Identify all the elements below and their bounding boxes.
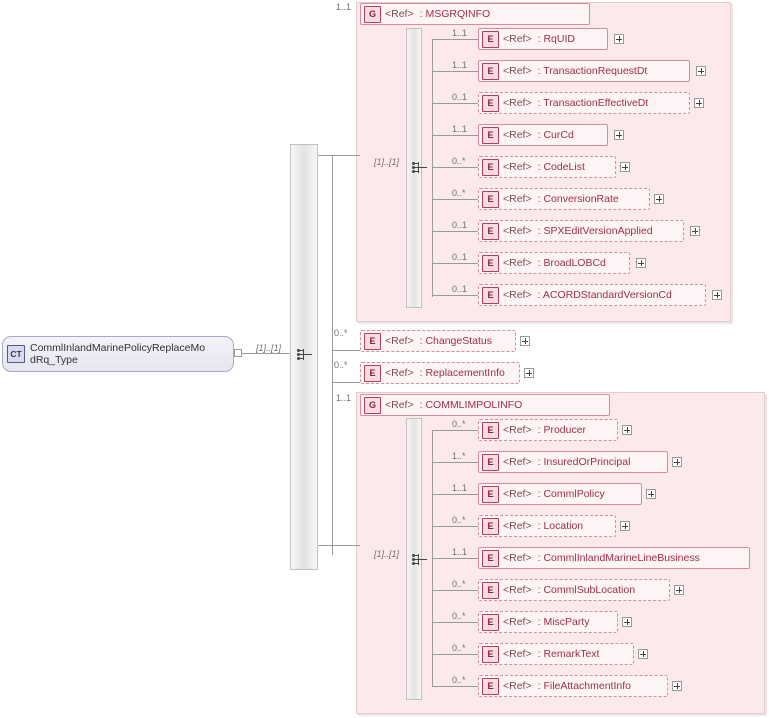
element-node-codelist bbox=[478, 156, 616, 178]
connector bbox=[432, 622, 478, 623]
occurrence-replacementinfo: 0..* bbox=[334, 360, 348, 370]
element-ref-label: <Ref> bbox=[503, 97, 532, 109]
connector bbox=[432, 135, 478, 136]
element-type-icon: E bbox=[482, 486, 499, 503]
element-node-transactioneffectivedt bbox=[478, 92, 690, 114]
element-type-icon: E bbox=[482, 191, 499, 208]
element-node-replacementinfo bbox=[360, 362, 520, 384]
connector-branch-replacementinfo bbox=[332, 382, 360, 383]
element-type-icon: E bbox=[482, 582, 499, 599]
connector bbox=[432, 430, 478, 431]
occurrence-fileattachmentinfo: 0..* bbox=[452, 675, 466, 685]
element-name-label: : ReplacementInfo bbox=[419, 367, 505, 379]
expand-icon-conversionrate[interactable] bbox=[654, 194, 664, 204]
occurrence-insuredorprincipal: 1..* bbox=[452, 451, 466, 461]
group-ref-label: <Ref> bbox=[385, 8, 414, 20]
group-type-icon: G bbox=[364, 6, 381, 23]
element-type-icon: E bbox=[482, 678, 499, 695]
occurrence-conversionrate: 0..* bbox=[452, 188, 466, 198]
element-type-icon: E bbox=[364, 333, 381, 350]
element-type-icon: E bbox=[482, 127, 499, 144]
element-ref-label: <Ref> bbox=[385, 335, 414, 347]
occurrence-codelist: 0..* bbox=[452, 156, 466, 166]
connector-branch-changestatus bbox=[332, 350, 360, 351]
element-ref-label: <Ref> bbox=[503, 456, 532, 468]
expand-icon-commlpolicy[interactable] bbox=[646, 489, 656, 499]
element-name-label: : CommlSubLocation bbox=[537, 584, 636, 596]
occurrence-location: 0..* bbox=[452, 515, 466, 525]
element-type-icon: E bbox=[482, 63, 499, 80]
occurrence-commlsublocation: 0..* bbox=[452, 579, 466, 589]
root-label: CommlInlandMarinePolicyReplaceModRq_Type bbox=[30, 342, 206, 366]
element-ref-label: <Ref> bbox=[503, 161, 532, 173]
element-ref-label: <Ref> bbox=[503, 129, 532, 141]
element-name-label: : CodeList bbox=[537, 161, 585, 173]
occurrence-miscparty: 0..* bbox=[452, 611, 466, 621]
connector bbox=[432, 71, 478, 72]
element-name-label: : CurCd bbox=[537, 129, 574, 141]
occurrence-commlinlandmarinelinebusiness: 1..1 bbox=[452, 547, 468, 557]
element-name-label: : CommlInlandMarineLineBusiness bbox=[537, 552, 700, 564]
occurrence-remarktext: 0..* bbox=[452, 643, 466, 653]
element-type-icon: E bbox=[482, 31, 499, 48]
element-name-label: : RqUID bbox=[537, 33, 575, 45]
element-ref-label: <Ref> bbox=[503, 488, 532, 500]
element-name-label: : CommlPolicy bbox=[537, 488, 605, 500]
connector-trunk-msgrqinfo bbox=[432, 39, 433, 297]
element-ref-label: <Ref> bbox=[503, 552, 532, 564]
connector bbox=[432, 462, 478, 463]
element-node-rquid bbox=[478, 28, 608, 50]
expand-icon-changestatus[interactable] bbox=[520, 336, 530, 346]
element-ref-label: <Ref> bbox=[385, 367, 414, 379]
element-name-label: : ConversionRate bbox=[537, 193, 619, 205]
element-type-icon: E bbox=[482, 422, 499, 439]
element-ref-label: <Ref> bbox=[503, 648, 532, 660]
element-name-label: : Location bbox=[537, 520, 584, 532]
occurrence-curcd: 1..1 bbox=[452, 124, 468, 134]
expand-icon-miscparty[interactable] bbox=[622, 617, 632, 627]
inner-occurrence-commlimpolinfo: [1]..[1] bbox=[374, 549, 400, 559]
occurrence-group-commlimpolinfo: 1..1 bbox=[336, 393, 352, 403]
expand-icon-replacementinfo[interactable] bbox=[524, 368, 534, 378]
root-connector-trunk bbox=[332, 155, 333, 555]
element-name-label: : TransactionRequestDt bbox=[537, 65, 648, 77]
expand-icon-curcd[interactable] bbox=[614, 130, 624, 140]
element-type-icon: E bbox=[482, 287, 499, 304]
group-node-msgrqinfo bbox=[360, 3, 590, 25]
connector bbox=[432, 263, 478, 264]
element-ref-label: <Ref> bbox=[503, 193, 532, 205]
connector bbox=[432, 654, 478, 655]
connector bbox=[432, 686, 478, 687]
group-type-icon: G bbox=[364, 397, 381, 414]
occurrence-acordstandardversioncd: 0..1 bbox=[452, 284, 468, 294]
expand-icon-transactioneffectivedt[interactable] bbox=[694, 98, 704, 108]
element-node-commlinlandmarinelinebusiness bbox=[478, 547, 750, 569]
element-name-label: : TransactionEffectiveDt bbox=[537, 97, 649, 109]
connector bbox=[432, 590, 478, 591]
element-name-label: : Producer bbox=[537, 424, 587, 436]
group-ref-label: <Ref> bbox=[385, 399, 414, 411]
element-node-miscparty bbox=[478, 611, 618, 633]
element-ref-label: <Ref> bbox=[503, 520, 532, 532]
expand-icon-remarktext[interactable] bbox=[638, 649, 648, 659]
element-type-icon: E bbox=[482, 454, 499, 471]
root-occurrence: [1]..[1] bbox=[256, 343, 282, 353]
element-node-insuredorprincipal bbox=[478, 451, 668, 473]
occurrence-changestatus: 0..* bbox=[334, 328, 348, 338]
element-type-icon: E bbox=[482, 646, 499, 663]
element-name-label: : ACORDStandardVersionCd bbox=[537, 289, 672, 301]
element-node-broadlobcd bbox=[478, 252, 630, 274]
connector bbox=[432, 558, 478, 559]
element-name-label: : BroadLOBCd bbox=[537, 257, 606, 269]
element-ref-label: <Ref> bbox=[503, 584, 532, 596]
occurrence-transactionrequestdt: 1..1 bbox=[452, 60, 468, 70]
expand-icon-producer[interactable] bbox=[622, 425, 632, 435]
element-name-label: : InsuredOrPrincipal bbox=[537, 456, 631, 468]
expand-icon-rquid[interactable] bbox=[614, 34, 624, 44]
group-name-label: : MSGRQINFO bbox=[419, 8, 491, 20]
complextype-icon: CT bbox=[7, 345, 25, 363]
element-ref-label: <Ref> bbox=[503, 225, 532, 237]
expand-icon-acordstandardversioncd[interactable] bbox=[712, 290, 722, 300]
element-type-icon: E bbox=[482, 159, 499, 176]
connector bbox=[432, 167, 478, 168]
element-ref-label: <Ref> bbox=[503, 680, 532, 692]
element-type-icon: E bbox=[482, 255, 499, 272]
element-node-curcd bbox=[478, 124, 608, 146]
element-ref-label: <Ref> bbox=[503, 616, 532, 628]
occurrence-rquid: 1..1 bbox=[452, 28, 468, 38]
expand-icon-commlsublocation[interactable] bbox=[674, 585, 684, 595]
expand-icon-insuredorprincipal[interactable] bbox=[672, 457, 682, 467]
element-name-label: : ChangeStatus bbox=[419, 335, 492, 347]
expand-icon-spxeditversionapplied[interactable] bbox=[690, 226, 700, 236]
connector bbox=[432, 526, 478, 527]
occurrence-producer: 0..* bbox=[452, 419, 466, 429]
element-node-commlpolicy bbox=[478, 483, 642, 505]
element-node-transactionrequestdt bbox=[478, 60, 690, 82]
occurrence-transactioneffectivedt: 0..1 bbox=[452, 92, 468, 102]
element-node-location bbox=[478, 515, 616, 537]
expand-icon-location[interactable] bbox=[620, 521, 630, 531]
element-ref-label: <Ref> bbox=[503, 424, 532, 436]
element-name-label: : FileAttachmentInfo bbox=[537, 680, 631, 692]
element-node-changestatus bbox=[360, 330, 516, 352]
element-node-acordstandardversioncd bbox=[478, 284, 706, 306]
element-type-icon: E bbox=[364, 365, 381, 382]
element-node-conversionrate bbox=[478, 188, 650, 210]
connector bbox=[432, 199, 478, 200]
inner-occurrence-msgrqinfo: [1]..[1] bbox=[374, 157, 400, 167]
occurrence-broadlobcd: 0..1 bbox=[452, 252, 468, 262]
occurrence-group-msgrqinfo: 1..1 bbox=[336, 2, 352, 12]
expand-icon-broadlobcd[interactable] bbox=[636, 258, 646, 268]
group-name-label: : COMMLIMPOLINFO bbox=[419, 399, 523, 411]
element-type-icon: E bbox=[482, 614, 499, 631]
element-node-commlsublocation bbox=[478, 579, 670, 601]
connector-root bbox=[242, 353, 294, 354]
element-type-icon: E bbox=[482, 223, 499, 240]
element-name-label: : MiscParty bbox=[537, 616, 590, 628]
element-name-label: : SPXEditVersionApplied bbox=[537, 225, 653, 237]
element-node-producer bbox=[478, 419, 618, 441]
group-node-commlimpolinfo bbox=[360, 394, 610, 416]
expand-icon-codelist[interactable] bbox=[620, 162, 630, 172]
root-complextype-box[interactable] bbox=[2, 336, 234, 372]
element-name-label: : RemarkText bbox=[537, 648, 600, 660]
element-type-icon: E bbox=[482, 95, 499, 112]
connector bbox=[432, 295, 478, 296]
element-type-icon: E bbox=[482, 550, 499, 567]
root-connector-stub bbox=[234, 349, 242, 357]
element-node-spxeditversionapplied bbox=[478, 220, 684, 242]
connector bbox=[432, 494, 478, 495]
sequence-icon-commlimpolinfo bbox=[412, 552, 432, 566]
connector bbox=[432, 231, 478, 232]
connector-branch-commlimpolinfo bbox=[318, 545, 360, 546]
occurrence-spxeditversionapplied: 0..1 bbox=[452, 220, 468, 230]
element-ref-label: <Ref> bbox=[503, 257, 532, 269]
expand-icon-transactionrequestdt[interactable] bbox=[696, 66, 706, 76]
connector-branch-msgrqinfo bbox=[318, 155, 360, 156]
element-ref-label: <Ref> bbox=[503, 33, 532, 45]
element-node-remarktext bbox=[478, 643, 634, 665]
element-ref-label: <Ref> bbox=[503, 65, 532, 77]
element-type-icon: E bbox=[482, 518, 499, 535]
connector bbox=[432, 39, 478, 40]
sequence-icon-msgrqinfo bbox=[412, 160, 432, 174]
connector bbox=[432, 103, 478, 104]
occurrence-commlpolicy: 1..1 bbox=[452, 483, 468, 493]
expand-icon-fileattachmentinfo[interactable] bbox=[672, 681, 682, 691]
root-sequence-icon bbox=[297, 347, 317, 361]
element-ref-label: <Ref> bbox=[503, 289, 532, 301]
element-node-fileattachmentinfo bbox=[478, 675, 668, 697]
